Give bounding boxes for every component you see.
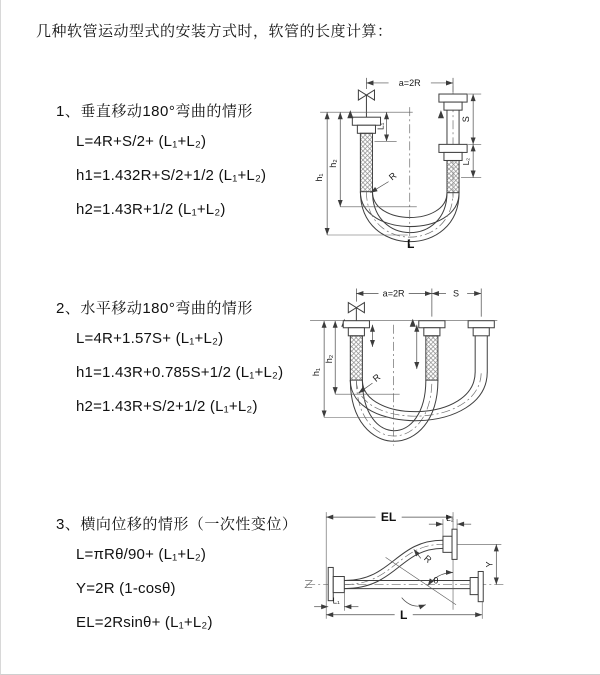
dim-l1 [314, 593, 358, 611]
formula-line: h2=1.43R+S/2+1/2 (L₁+L₂) [76, 398, 258, 415]
dim-label-length: L [400, 607, 408, 622]
dim-label-s: S [461, 116, 472, 123]
radius-label: R [370, 371, 383, 384]
radius-label: R [422, 553, 434, 566]
diagram-horizontal-180-bend [304, 276, 596, 450]
radius-label: R [386, 170, 399, 183]
dim-end-lengths [372, 325, 416, 369]
formula-line: h2=1.43R+1/2 (L₁+L₂) [76, 201, 226, 218]
dim-span [366, 78, 453, 92]
dim-label-h2: h₂ [328, 159, 339, 168]
hose-end-right [439, 86, 467, 198]
length-label: L [407, 237, 415, 252]
hose-s-curve [344, 540, 443, 588]
dim-label-a2r: a=2R [398, 77, 421, 88]
dim-l1 [374, 112, 396, 141]
dim-label-h1: h₁ [314, 173, 325, 182]
section-heading: 2、水平移动180°弯曲的情形 [56, 300, 253, 317]
formula-line: EL=2Rsinθ+ (L₁+L₂) [76, 614, 213, 631]
dim-label-l2: L₂ [462, 157, 472, 166]
diagram-lateral-displacement [297, 496, 599, 654]
flange-upper [443, 529, 457, 559]
section-lateral-displacement [56, 513, 321, 631]
dim-label-el: EL [380, 510, 397, 525]
dim-el [326, 510, 453, 619]
flange-left [328, 567, 344, 600]
formula-line: L=4R+S/2+ (L₁+L₂) [76, 133, 207, 150]
theta-label: θ [433, 575, 439, 586]
dim-label-s: S [453, 288, 460, 299]
formula-line: Y=2R (1-cosθ) [76, 580, 176, 597]
dim-label-a2r: a=2R [382, 288, 405, 299]
formula-list [56, 546, 321, 631]
section-heading: 1、垂直移动180°弯曲的情形 [56, 103, 253, 120]
formula-line: L=πRθ/90+ (L₁+L₂) [76, 546, 207, 563]
formula-line: h1=1.432R+S/2+1/2 (L₁+L₂) [76, 167, 267, 184]
diagram-vertical-180-bend [304, 64, 596, 262]
dim-label-h1: h₁ [311, 368, 322, 377]
section-heading: 3、横向位移的情形（一次性变位） [56, 516, 298, 533]
angle-theta [386, 557, 456, 609]
dim-label-l1: L₁ [376, 122, 386, 130]
document-title: 几种软管运动型式的安装方式时，软管的长度计算： [36, 23, 393, 40]
dim-label-l1: L₁ [332, 596, 340, 606]
section-horizontal-180 [56, 297, 321, 415]
formula-line: h1=1.43R+0.785S+1/2 (L₁+L₂) [76, 364, 284, 381]
hose-end-middle [419, 321, 445, 380]
hose-end-left [343, 321, 369, 380]
valve-icon [358, 90, 374, 117]
valve-icon [348, 303, 364, 321]
dim-label-y: Y [484, 561, 495, 568]
dim-label-l2: L₂ [446, 514, 454, 524]
dim-label-h2: h₂ [324, 354, 335, 364]
reference-line [320, 110, 444, 118]
formula-list [56, 133, 321, 218]
dim-length [326, 602, 482, 622]
radius-leader [370, 170, 398, 193]
hose-end-right [468, 321, 494, 372]
axis-break-mark [305, 581, 312, 588]
section-vertical-180 [56, 100, 321, 218]
hose-u-bend [350, 372, 487, 441]
formula-line: L=4R+1.57S+ (L₁+L₂) [76, 330, 224, 347]
formula-list [56, 330, 321, 415]
dim-span [356, 288, 481, 316]
